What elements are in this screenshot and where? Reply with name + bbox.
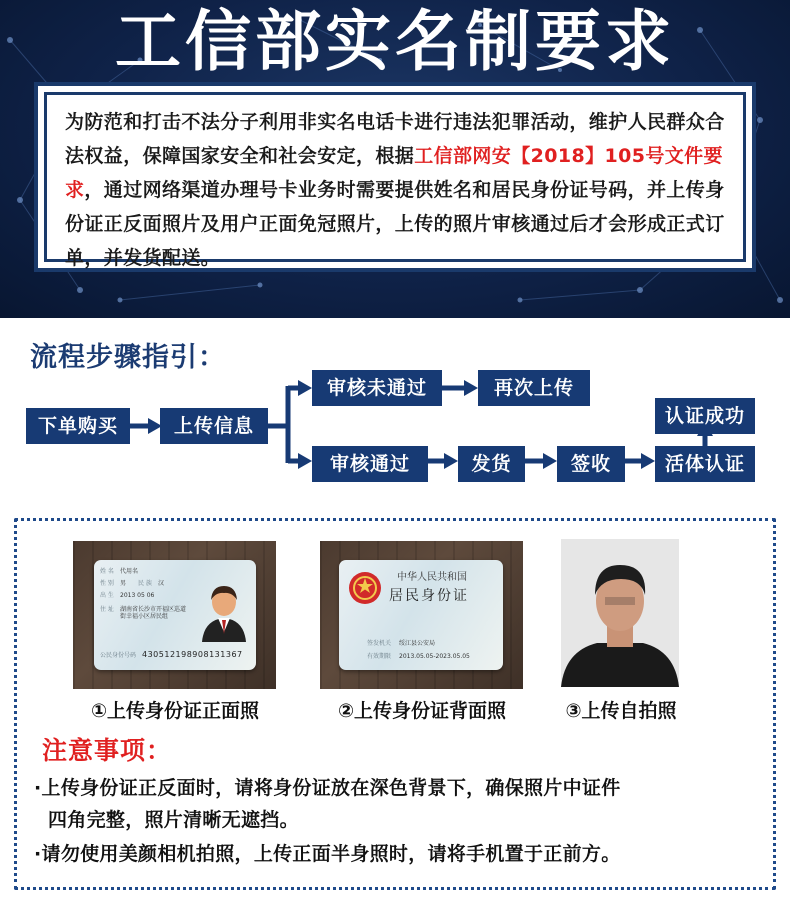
front-name-label: 姓 名 xyxy=(100,568,114,575)
step-reupload: 再次上传 xyxy=(478,370,590,406)
selfie-sample-photo xyxy=(561,539,679,687)
back-validity-value: 2013.05.05-2023.05.05 xyxy=(399,653,470,660)
notice-highlight: 工信部网安【2018】105号文件要求 xyxy=(65,145,723,201)
notes-title: 注意事项： xyxy=(42,736,173,765)
header-banner xyxy=(0,0,790,318)
id-back-sample-photo xyxy=(320,541,523,689)
step-liveness: 活体认证 xyxy=(655,446,755,482)
front-address-label: 住 址 xyxy=(100,606,114,613)
back-card-name: 居民身份证 xyxy=(389,588,469,604)
back-issuer-label: 签发机关 xyxy=(367,640,392,647)
front-id-number: 430512198908131367 xyxy=(142,650,243,659)
step-success: 认证成功 xyxy=(655,398,755,434)
front-birth-value: 2013 05 06 xyxy=(120,592,155,599)
front-name-value: 代用名 xyxy=(120,568,139,575)
id-front-card xyxy=(94,560,256,670)
step-upload-info: 上传信息 xyxy=(160,408,268,444)
front-birth-label: 出 生 xyxy=(100,592,114,599)
front-address-value: 湖南省长沙市开福区巡道街幸福小区居民组 xyxy=(120,606,187,620)
page-title: 工信部实名制要求 xyxy=(115,3,675,80)
avatar-icon xyxy=(198,580,250,642)
notice-text xyxy=(44,92,746,269)
step-order: 下单购买 xyxy=(26,408,130,444)
step-review-passed: 审核通过 xyxy=(312,446,428,482)
notice-text-part1: 为防范和打击不法分子利用非实名电话卡进行违法犯罪活动，维护人民群众合法权益，保障国家安全和社会安定，根据 xyxy=(65,111,725,167)
caption-id-back: ②上传身份证背面照 xyxy=(337,700,507,722)
id-back-card xyxy=(339,560,503,670)
national-emblem-icon xyxy=(347,570,383,606)
note-line-1: ·上传身份证正反面时，请将身份证放在深色背景下，确保照片中证件 xyxy=(34,777,621,799)
note-line-3: ·请勿使用美颜相机拍照，上传正面半身照时，请将手机置于正前方。 xyxy=(34,843,621,865)
flow-section-title: 流程步骤指引： xyxy=(30,342,226,373)
back-issuer-value: 绥江县公安局 xyxy=(399,640,436,647)
step-review-failed: 审核未通过 xyxy=(312,370,442,406)
back-country: 中华人民共和国 xyxy=(397,572,467,583)
notice-box xyxy=(34,82,756,272)
back-validity-label: 有效期限 xyxy=(367,653,392,660)
front-id-label: 公民身份号码 xyxy=(100,652,137,659)
step-sign: 签收 xyxy=(557,446,625,482)
notice-text-part2: ，通过网络渠道办理号卡业务时需要提供姓名和居民身份证号码，并上传身份证正反面照片及用户正面免冠照片，上传的照片审核通过后才会形成正式订单，并发货配送。 xyxy=(65,179,725,269)
person-silhouette-icon xyxy=(561,539,679,687)
caption-selfie: ③上传自拍照 xyxy=(565,700,677,722)
id-front-sample-photo xyxy=(73,541,276,689)
front-sex-label: 性 别 xyxy=(100,580,114,587)
note-line-2: 四角完整，照片清晰无遮挡。 xyxy=(48,809,299,831)
front-ethnic-label: 民 族 xyxy=(138,580,152,587)
front-sex-value: 男 xyxy=(120,580,127,587)
caption-id-front: ①上传身份证正面照 xyxy=(90,700,260,722)
front-ethnic-value: 汉 xyxy=(158,580,165,587)
step-ship: 发货 xyxy=(458,446,525,482)
